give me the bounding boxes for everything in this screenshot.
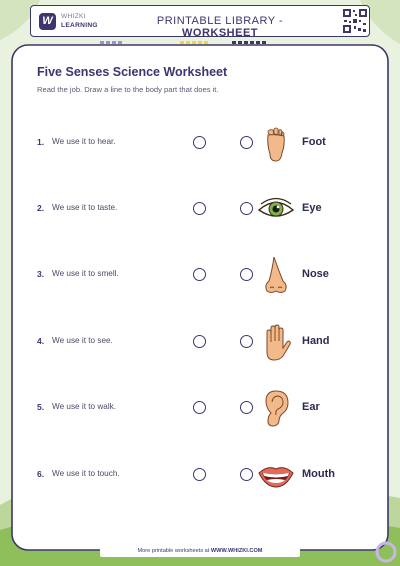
mouth-icon [256, 455, 296, 495]
question-number: 3. [37, 269, 45, 279]
question-answer-circle[interactable] [193, 268, 206, 281]
qr-code-icon [342, 8, 368, 34]
matching-row [0, 189, 400, 229]
logo-mark: W [39, 13, 56, 30]
answer-label: Foot [302, 136, 326, 148]
worksheet-title: Five Senses Science Worksheet [37, 65, 228, 79]
question-text: We use it to smell. [52, 269, 119, 278]
header-title-strong: WORKSHEET [182, 27, 258, 39]
question-number: 4. [37, 336, 45, 346]
body-part-answer-circle[interactable] [240, 335, 253, 348]
nose-icon [256, 255, 296, 295]
eye-icon [256, 189, 296, 229]
answer-label: Ear [302, 401, 320, 413]
answer-label: Nose [302, 268, 329, 280]
matching-row [0, 388, 400, 428]
question-number: 2. [37, 203, 45, 213]
question-number: 1. [37, 137, 45, 147]
ear-icon [256, 388, 296, 428]
body-part-answer-circle[interactable] [240, 468, 253, 481]
header-title [119, 15, 321, 39]
body-part-answer-circle[interactable] [240, 136, 253, 149]
answer-label: Hand [302, 335, 330, 347]
footer-text-prefix: More printable worksheets at [137, 548, 211, 554]
answer-label: Mouth [302, 468, 335, 480]
hand-icon [256, 322, 296, 362]
matching-row [0, 455, 400, 495]
body-part-answer-circle[interactable] [240, 202, 253, 215]
logo-text-line1: WHIZKI [61, 13, 86, 20]
matching-row [0, 123, 400, 163]
body-part-answer-circle[interactable] [240, 268, 253, 281]
question-text: We use it to hear. [52, 137, 116, 146]
question-number: 5. [37, 402, 45, 412]
logo-text-line2: LEARNING [61, 22, 98, 29]
question-number: 6. [37, 469, 45, 479]
question-text: We use it to walk. [52, 402, 117, 411]
body-part-answer-circle[interactable] [240, 401, 253, 414]
answer-label: Eye [302, 202, 322, 214]
worksheet-instructions: Read the job. Draw a line to the body part that does it. [37, 85, 219, 94]
question-answer-circle[interactable] [193, 335, 206, 348]
matching-row [0, 255, 400, 295]
question-text: We use it to taste. [52, 203, 118, 212]
question-answer-circle[interactable] [193, 401, 206, 414]
header-title-prefix: PRINTABLE LIBRARY - [156, 15, 284, 27]
question-text: We use it to see. [52, 336, 113, 345]
question-answer-circle[interactable] [193, 202, 206, 215]
footer-note [100, 546, 300, 557]
foot-icon [256, 123, 296, 163]
footer-website-link[interactable]: WWW.WHIZKI.COM [210, 548, 263, 554]
matching-row [0, 322, 400, 362]
header-bar [30, 5, 370, 37]
question-answer-circle[interactable] [193, 136, 206, 149]
question-answer-circle[interactable] [193, 468, 206, 481]
question-text: We use it to touch. [52, 469, 120, 478]
